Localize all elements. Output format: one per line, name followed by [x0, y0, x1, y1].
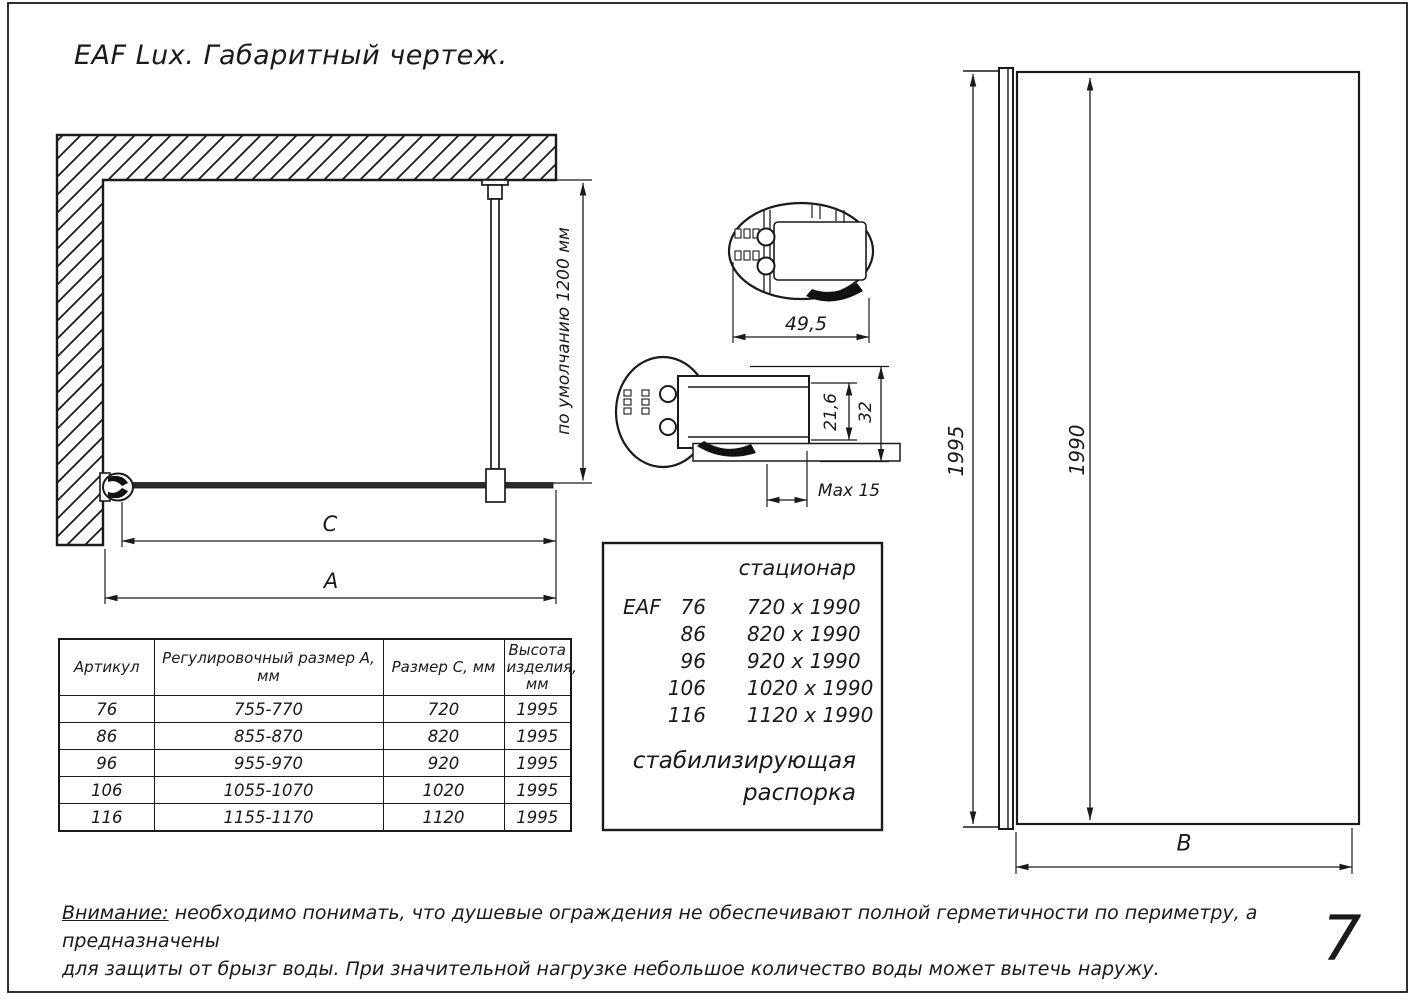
- warning-label: Внимание:: [62, 902, 169, 924]
- cell-size-a: 955-970: [154, 750, 383, 777]
- cell-size-c: 820: [383, 723, 504, 750]
- cell-article: 76: [59, 696, 154, 723]
- cell-height: 1995: [504, 723, 571, 750]
- spec-row: [603, 594, 882, 621]
- stabilizer-strut: [482, 180, 508, 502]
- table-row: [59, 696, 571, 723]
- cell-size-a: 755-770: [154, 696, 383, 723]
- dim-profile-height-label: 32: [856, 401, 876, 423]
- spec-box: [603, 543, 882, 830]
- table-row: [59, 723, 571, 750]
- dim-glass-height-label: 1990: [1065, 424, 1089, 476]
- cell-size-c: 1020: [383, 777, 504, 804]
- spec-box-footer-1: стабилизирующая: [632, 748, 856, 774]
- warning-note: [62, 899, 1415, 983]
- table-row: [59, 777, 571, 804]
- table-row: [59, 750, 571, 777]
- cell-size-c: 1120: [383, 804, 504, 832]
- cell-article: 86: [59, 723, 154, 750]
- spec-code: 106: [667, 676, 706, 700]
- wall-profile-clamp: [100, 473, 133, 501]
- spec-box-header: стационар: [738, 556, 856, 580]
- cell-height: 1995: [504, 696, 571, 723]
- table-row: [59, 804, 571, 832]
- dim-total-height-label: 1995: [944, 425, 968, 477]
- warning-line-1: [62, 899, 1415, 955]
- spec-code: 76: [680, 595, 706, 619]
- col-header-size-c: Размер С, мм: [383, 639, 504, 696]
- page-title: EAF Lux. Габаритный чертеж.: [74, 40, 508, 71]
- spec-code: 96: [680, 649, 706, 673]
- col-header-article: Артикул: [59, 639, 154, 696]
- cell-size-a: 1055-1070: [154, 777, 383, 804]
- cell-size-a: 1155-1170: [154, 804, 383, 832]
- dim-a-label: A: [323, 569, 339, 593]
- cell-size-c: 720: [383, 696, 504, 723]
- dim-default-strut-length-label: по умолчанию 1200 мм: [554, 227, 574, 435]
- spec-series: EAF: [623, 595, 661, 619]
- elevation-view: [963, 68, 1359, 874]
- size-table: [58, 638, 577, 832]
- cell-size-c: 920: [383, 750, 504, 777]
- dim-slot-depth-label: 21,6: [821, 393, 841, 431]
- dim-profile-width-label: 49,5: [784, 313, 828, 335]
- spec-size: 920 x 1990: [747, 649, 861, 673]
- spec-row: [603, 648, 882, 675]
- cell-height: 1995: [504, 804, 571, 832]
- dim-b-label: B: [1176, 831, 1192, 857]
- spec-size: 720 x 1990: [747, 595, 861, 619]
- cell-article: 116: [59, 804, 154, 832]
- spec-size: 820 x 1990: [747, 622, 861, 646]
- wall-profile-elevation: [999, 68, 1013, 829]
- spec-size: 1120 x 1990: [747, 703, 874, 727]
- col-header-size-a: Регулировочный размер А, мм: [154, 639, 383, 696]
- col-header-height: Высота изделия, мм: [504, 639, 571, 696]
- spec-code: 86: [680, 622, 706, 646]
- page-number: 7: [1322, 902, 1362, 975]
- dim-max-insert-label: Max 15: [817, 481, 881, 501]
- spec-box-footer-2: распорка: [742, 780, 856, 806]
- dim-c-label: C: [322, 512, 338, 536]
- cell-size-a: 855-870: [154, 723, 383, 750]
- spec-code: 116: [667, 703, 706, 727]
- cell-height: 1995: [504, 777, 571, 804]
- cell-article: 106: [59, 777, 154, 804]
- cell-height: 1995: [504, 750, 571, 777]
- spec-row: [603, 621, 882, 648]
- cell-article: 96: [59, 750, 154, 777]
- spec-row: [603, 675, 882, 702]
- spec-size: 1020 x 1990: [747, 676, 874, 700]
- spec-row: [603, 702, 882, 729]
- warning-line-1-text: необходимо понимать, что душевые ограждения не обеспечивают полной герметичности по периметру, а предназначены: [62, 902, 1258, 952]
- warning-line-2: для защиты от брызг воды. При значительной нагрузке небольшое количество воды может вытечь наружу.: [62, 958, 1160, 980]
- table-header-row: [59, 639, 571, 696]
